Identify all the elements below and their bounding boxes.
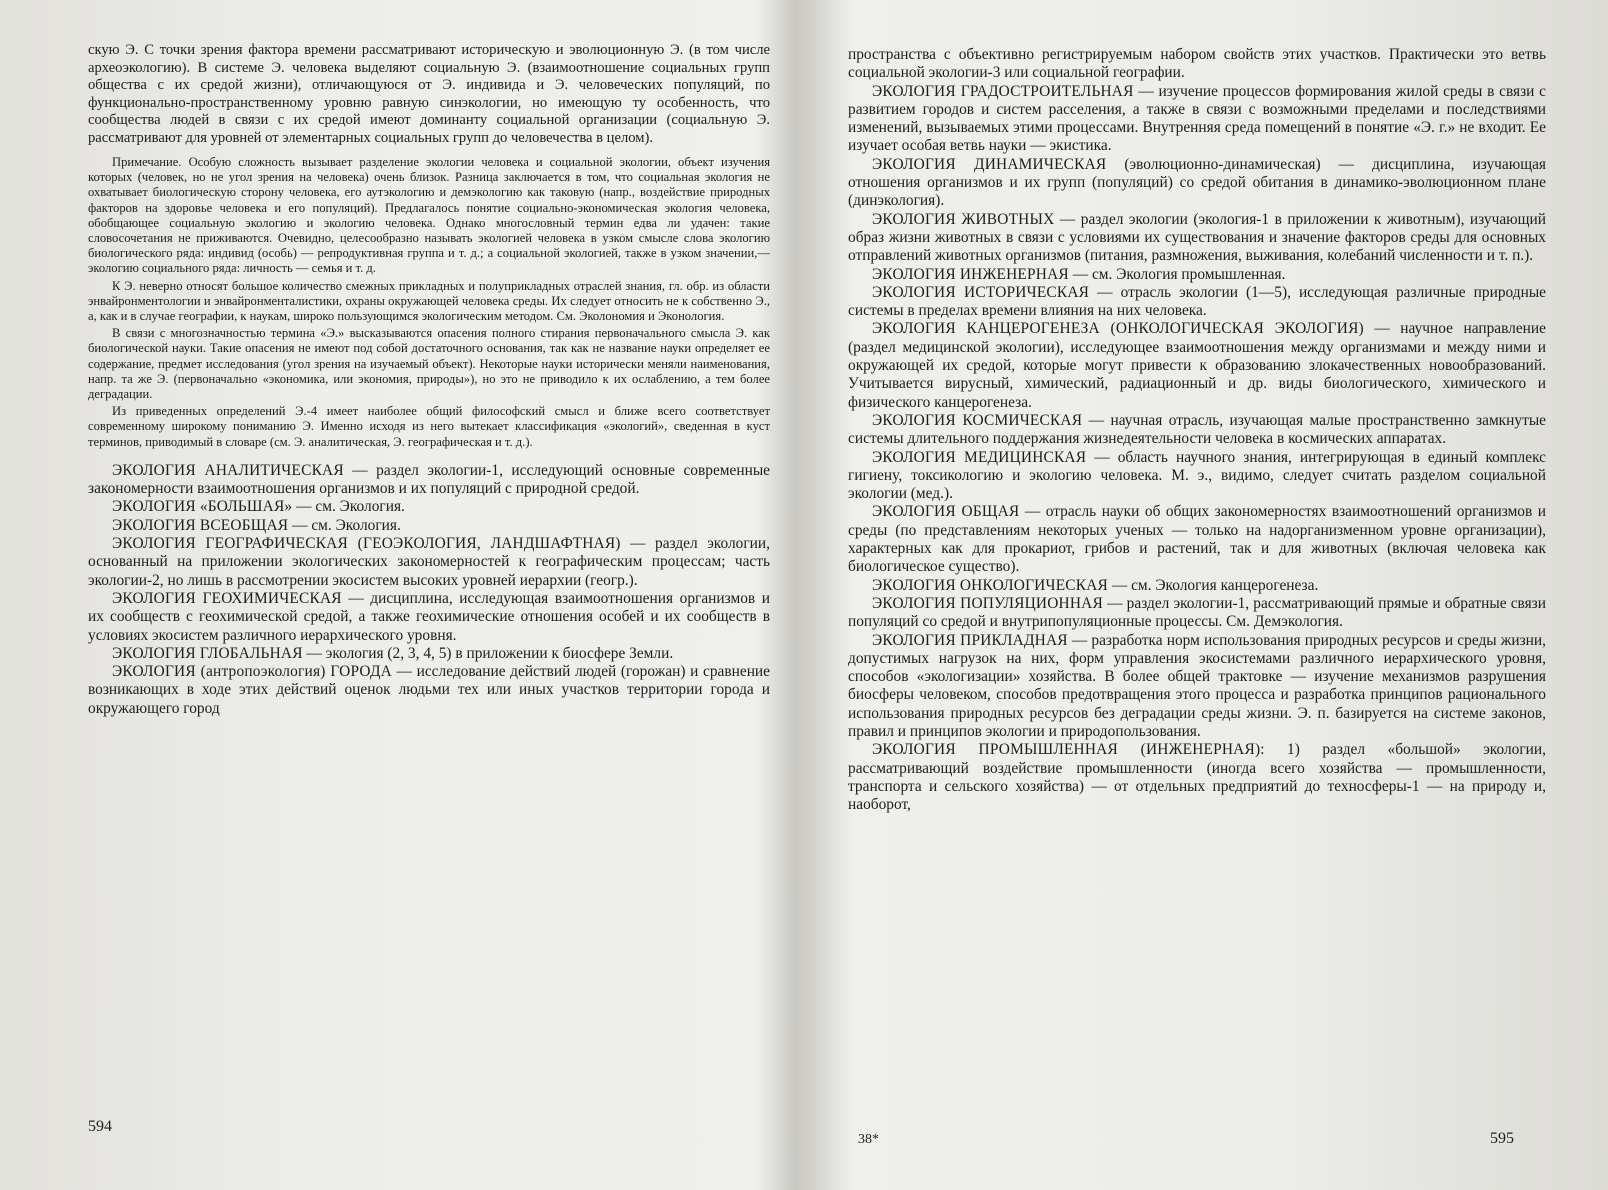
entry-definition: — раздел экологии-1, исследующий основные современные закономерности взаимоотношения организмов и их популяций с природной средой.	[88, 461, 770, 498]
dictionary-entry	[848, 449, 1546, 504]
dictionary-entry	[848, 595, 1546, 632]
entry-definition: — см. Экология.	[288, 516, 401, 534]
entry-headword: ЭКОЛОГИЯ ДИНАМИЧЕСКАЯ	[872, 155, 1107, 173]
dictionary-entry	[88, 498, 770, 516]
signature-mark: 38*	[858, 1132, 879, 1147]
continuation-paragraph: пространства с объективно регистрируемым набором свойств этих участков. Практически это ветвь социальной экологии-3 или социальной географии.	[848, 46, 1546, 82]
dictionary-entry	[88, 535, 770, 590]
dictionary-entry	[848, 632, 1546, 742]
dictionary-entry	[88, 462, 770, 499]
entry-definition: — изучение процессов формирования жилой среды в связи с развитием городов и систем расселения, а также в связи с возможными пределами и последствиями изменений, вызываемых этими процессами. Внутренняя среда помещений в понятие «Э. г.» не входит. Ее изучает особая ветвь науки — экистика.	[848, 82, 1546, 155]
entry-definition: — экология (2, 3, 4, 5) в приложении к биосфере Земли.	[302, 644, 674, 662]
note-paragraph: Примечание. Особую сложность вызывает разделение экологии человека и социальной экологии, объект изучения которых (человек, но не угол зрения на человека) очень близок. Разница заключается в том, что социальная экология не охватывает биологическую сторону человека, его аутэкологию и демэкологию как таковую (напр., воздействие природных факторов на здоровье человека и его популяций). Предлагалось понятие социально-экономическая экология человека, обобщающее социальную экологию и экологию человека. Однако многословный термин едва ли удачен: такие словосочетания не приживаются. Очевидно, целесообразно называть экологией человека в узком смысле слова экологию биологического ряда: индивид (особь) — репродуктивная группа и т. д.; а социальной экологией, также в узком значении,— экологию социального ряда: личность — семья и т. д.	[88, 155, 770, 276]
entry-headword: ЭКОЛОГИЯ ЖИВОТНЫХ	[872, 210, 1055, 228]
entry-definition: — научное направление (раздел медицинской экологии), исследующее взаимоотношения между организмами и между ними и окружающей их средой, которые могут привести к образованию злокачественных новообразований. Учитывается вирусный, химический, радиационный и др. виды биологического, химического и физического канцерогенеза.	[848, 320, 1546, 411]
left-page	[0, 0, 800, 1190]
note-paragraph: Из приведенных определений Э.-4 имеет наиболее общий философский смысл и ближе всего соответствует современному широкому пониманию Э. Именно исходя из него вытекает классификация «экологий», сведенная в куст терминов, приводимый в словаре (см. Э. аналитическая, Э. географическая и т. д.).	[88, 404, 770, 449]
entry-headword: ЭКОЛОГИЯ ПРИКЛАДНАЯ	[872, 631, 1068, 649]
note-paragraph: К Э. неверно относят большое количество смежных прикладных и полуприкладных отраслей знания, гл. обр. из области энвайронментологии и энвайронменталистики, охраны окружающей человека среды. Их следует относить не к собственно Э., а, как и в случае географии, к наукам, широко пользующимся экологическим методом. См. Эколономия и Эконология.	[88, 278, 770, 324]
entry-headword: ЭКОЛОГИЯ ГРАДОСТРОИТЕЛЬНАЯ	[872, 82, 1134, 100]
entry-definition: — раздел экологии (экология-1 в приложении к животным), изучающий образ жизни животных в связи с условиями их существования и значение факторов среды для основных отправлений животных организмов (питания, размножения, выживания, колебаний численности и т. п.).	[848, 210, 1546, 265]
intro-paragraph: скую Э. С точки зрения фактора времени рассматривают историческую и эволюционную Э. (в том числе археоэкологию). В системе Э. человека выделяют социальную Э. (взаимоотношение социальных групп общества с их средой жизни), отличающуюся от Э. индивида и Э. человеческих популяций, по функционально-пространственному уровню равную синэкологии, но имеющую ту особенность, что сообщества людей в связи с их средой имеют доминанту социальной организации (социальную Э. рассматривают для уровней от элементарных социальных групп до человечества в целом).	[88, 42, 770, 146]
dictionary-entry	[848, 83, 1546, 156]
entry-definition: : 1) раздел «большой» экологии, рассматривающий воздействие промышленности (иногда всего хозяйства — промышленности, транспорта и сельского хозяйства) — от отдельных предприятий до техносферы-1 — на природу и, наоборот,	[848, 741, 1547, 814]
entry-headword: ЭКОЛОГИЯ АНАЛИТИЧЕСКАЯ	[112, 461, 344, 479]
dictionary-entry	[848, 412, 1546, 449]
entry-definition: — отрасль экологии (1—5), исследующая различные природные системы в пределах времени влияния на них человека.	[848, 283, 1547, 320]
entry-definition: — раздел экологии-1, рассматривающий прямые и обратные связи популяций со средой и внутрипопуляционные процессы. См. Демэкология.	[848, 594, 1546, 631]
note-paragraph: В связи с многозначностью термина «Э.» высказываются опасения полного стирания первоначального смысла Э. как биологической науки. Такие опасения не имеют под собой достаточного основания, так как не название науки определяет ее содержание, предмет исследования (угол зрения на изучаемый объект). Некоторые науки исторически меняли наименования, напр. та же Э. (первоначально «экономика, или экономия, природы»), но это не приводило к их ослаблению, а тем более деградации.	[88, 326, 770, 402]
dictionary-entry	[848, 577, 1546, 595]
entry-definition: — разработка норм использования природных ресурсов и среды жизни, допустимых нагрузок на них, форм управления экосистемами различного иерархического уровня, способов «экологизации» хозяйства. В более общей трактовке — изучение механизмов разрушения биосферы человеком, способов предотвращения этого процесса и разработка принципов рационального использования природных ресурсов без деградации среды жизни. Э. п. базируется на системе законов, правил и принципов экологии и природопользования.	[848, 631, 1547, 740]
entry-definition: — отрасль науки об общих закономерностях взаимоотношений организмов и среды (по представлениям некоторых ученых — только на надорганизменном уровне организации), характерных как для прокариот, грибов и растений, так и для животных (включая человека как биологическое существо).	[848, 503, 1546, 576]
dictionary-entry	[88, 645, 770, 663]
right-page	[808, 0, 1608, 1190]
entry-headword: ЭКОЛОГИЯ ИСТОРИЧЕСКАЯ	[872, 283, 1090, 301]
entry-headword: ЭКОЛОГИЯ (антропоэкология) ГОРОДА	[112, 663, 392, 681]
entry-definition: — см. Экология промышленная.	[1068, 265, 1286, 283]
dictionary-entry	[88, 590, 770, 645]
dictionary-entry	[88, 517, 770, 535]
entry-headword: ЭКОЛОГИЯ ОБЩАЯ	[872, 503, 1020, 521]
dictionary-entry	[848, 211, 1546, 266]
entry-headword: ЭКОЛОГИЯ КАНЦЕРОГЕНЕЗА (ОНКОЛОГИЧЕСКАЯ ЭКОЛОГИЯ)	[872, 320, 1364, 338]
dictionary-entry	[848, 741, 1546, 814]
entry-headword: ЭКОЛОГИЯ ПРОМЫШЛЕННАЯ (ИНЖЕНЕРНАЯ)	[872, 741, 1261, 759]
entry-headword: ЭКОЛОГИЯ ИНЖЕНЕРНАЯ	[872, 265, 1069, 283]
entry-definition: — научная отрасль, изучающая малые пространственно замкнутые системы длительного поддержания жизнедеятельности человека в космических аппаратах.	[848, 411, 1546, 448]
entry-definition: — исследование действий людей (горожан) и сравнение возникающих в ходе этих действий оценок людьми тех или иных участков территории города и окружающего город	[88, 663, 770, 717]
entry-definition: (эволюционно-динамическая) — дисциплина, изучающая отношения организмов и их групп (популяций) со средой обитания в динамико-эволюционном плане (динэкология).	[848, 155, 1546, 210]
dictionary-entry	[848, 266, 1546, 284]
entry-definition: — дисциплина, исследующая взаимоотношения организмов и их сообществ с геохимической средой, а также геохимические отношения особей и их сообществ в условиях экосистем различного иерархического уровня.	[88, 589, 770, 644]
entry-headword: ЭКОЛОГИЯ ГЕОГРАФИЧЕСКАЯ (ГЕОЭКОЛОГИЯ, ЛАНДШАФТНАЯ)	[112, 535, 621, 553]
note-block	[88, 155, 770, 450]
entry-definition: — см. Экология.	[292, 498, 405, 516]
entry-headword: ЭКОЛОГИЯ ВСЕОБЩАЯ	[112, 516, 289, 534]
entry-headword: ЭКОЛОГИЯ ПОПУЛЯЦИОННАЯ	[872, 594, 1103, 612]
entry-headword: ЭКОЛОГИЯ ГЕОХИМИЧЕСКАЯ	[112, 589, 342, 607]
page-number-right: 595	[1490, 1130, 1514, 1147]
dictionary-entry	[848, 320, 1546, 411]
dictionary-entry	[848, 156, 1546, 211]
entry-definition: — область научного знания, интегрирующая в единый комплекс гигиену, токсикологию и экологию человека. М. э., видимо, следует считать разделом социальной экологии (мед.).	[848, 448, 1546, 503]
right-entries	[848, 46, 1546, 814]
dictionary-entry	[848, 284, 1546, 321]
left-page-body	[88, 42, 770, 147]
entry-headword: ЭКОЛОГИЯ ГЛОБАЛЬНАЯ	[112, 644, 303, 662]
entry-headword: ЭКОЛОГИЯ КОСМИЧЕСКАЯ	[872, 411, 1083, 429]
page-number-left: 594	[88, 1118, 112, 1135]
left-entries	[88, 462, 770, 718]
dictionary-entry	[848, 503, 1546, 576]
dictionary-entry	[88, 663, 770, 718]
entry-headword: ЭКОЛОГИЯ ОНКОЛОГИЧЕСКАЯ	[872, 576, 1109, 594]
entry-definition: — раздел экологии, основанный на приложении экологических закономерностей к географическим процессам; часть экологии-2, но лишь в рассмотрении экосистем высоких уровней иерархии (геогр.).	[88, 535, 771, 589]
entry-definition: — см. Экология канцерогенеза.	[1108, 576, 1319, 594]
entry-headword: ЭКОЛОГИЯ «БОЛЬШАЯ»	[112, 498, 293, 516]
entry-headword: ЭКОЛОГИЯ МЕДИЦИНСКАЯ	[872, 448, 1087, 466]
